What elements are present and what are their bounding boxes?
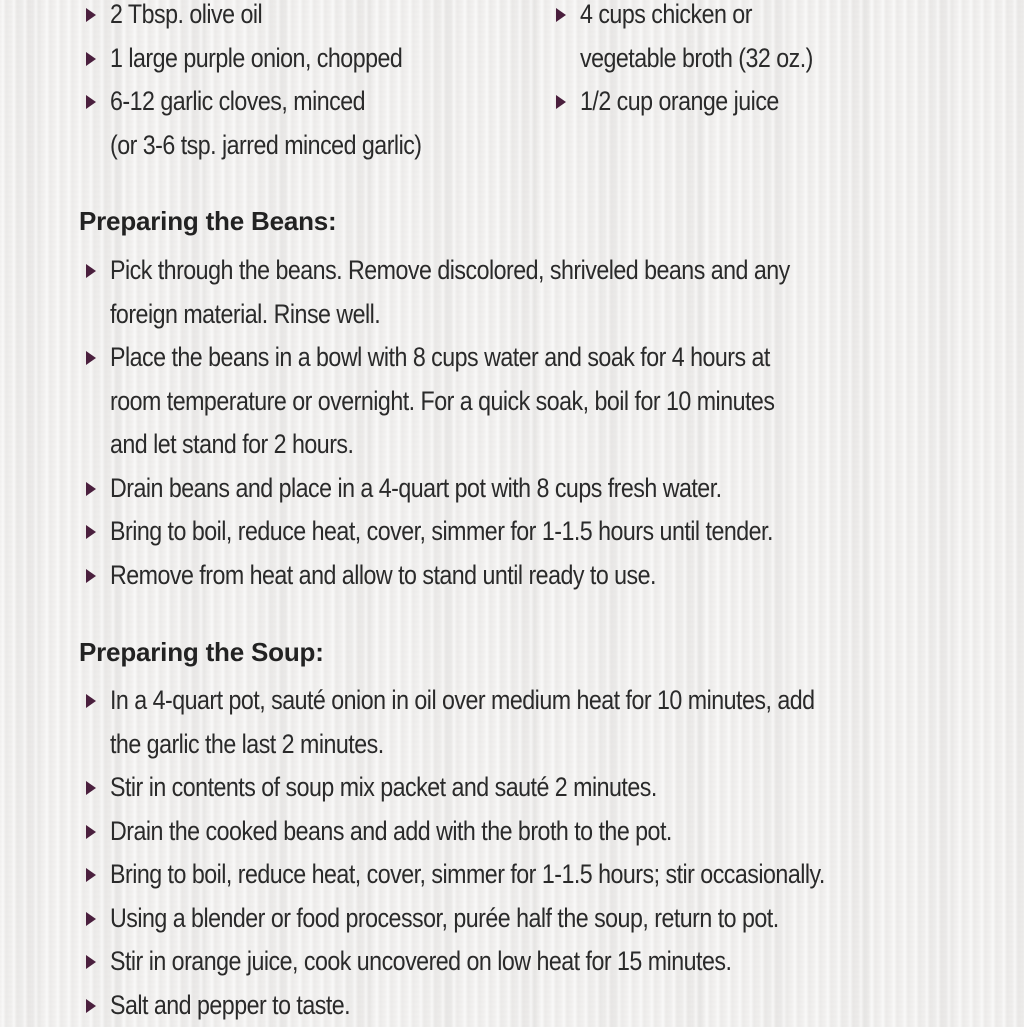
bullet-arrow-icon <box>86 955 96 969</box>
soup-steps-list <box>84 679 984 1027</box>
ingredient-list-right <box>554 0 994 124</box>
item-line: Bring to boil, reduce heat, cover, simmer for 1-1.5 hours until tender. <box>110 510 862 554</box>
item-line: 4 cups chicken or <box>580 0 936 37</box>
list-item <box>84 0 524 37</box>
bullet-arrow-icon <box>86 569 96 583</box>
list-item <box>84 249 984 336</box>
item-line: Using a blender or food processor, purée half the soup, return to pot. <box>110 897 862 941</box>
item-line: In a 4-quart pot, sauté onion in oil over medium heat for 10 minutes, add <box>110 679 862 723</box>
item-line: Remove from heat and allow to stand until ready to use. <box>110 554 862 598</box>
list-item <box>84 940 984 984</box>
item-line: vegetable broth (32 oz.) <box>580 37 936 81</box>
bullet-arrow-icon <box>556 8 566 22</box>
list-item <box>84 554 984 598</box>
bullet-arrow-icon <box>556 95 566 109</box>
bullet-arrow-icon <box>86 781 96 795</box>
item-line: Salt and pepper to taste. <box>110 984 862 1027</box>
item-line: Stir in contents of soup mix packet and sauté 2 minutes. <box>110 766 862 810</box>
list-item <box>84 510 984 554</box>
bullet-arrow-icon <box>86 999 96 1013</box>
item-line: 6-12 garlic cloves, minced <box>110 80 466 124</box>
beans-steps-list <box>84 249 984 597</box>
item-line: Drain the cooked beans and add with the broth to the pot. <box>110 810 862 854</box>
bullet-arrow-icon <box>86 912 96 926</box>
list-item <box>554 0 994 80</box>
bullet-arrow-icon <box>86 95 96 109</box>
bullet-arrow-icon <box>86 825 96 839</box>
item-line: room temperature or overnight. For a quick soak, boil for 10 minutes <box>110 380 862 424</box>
list-item <box>554 80 994 124</box>
list-item <box>84 80 524 167</box>
list-item <box>84 766 984 810</box>
ingredient-list-left <box>84 0 524 167</box>
bullet-arrow-icon <box>86 52 96 66</box>
list-item <box>84 810 984 854</box>
soup-section-title: Preparing the Soup: <box>79 635 324 669</box>
list-item <box>84 679 984 766</box>
item-line: Stir in orange juice, cook uncovered on low heat for 15 minutes. <box>110 940 862 984</box>
list-item <box>84 336 984 467</box>
item-line: (or 3-6 tsp. jarred minced garlic) <box>110 124 466 168</box>
list-item <box>84 37 524 81</box>
bullet-arrow-icon <box>86 264 96 278</box>
item-line: 1/2 cup orange juice <box>580 80 936 124</box>
list-item <box>84 984 984 1027</box>
item-line: foreign material. Rinse well. <box>110 293 862 337</box>
bullet-arrow-icon <box>86 868 96 882</box>
beans-section-title: Preparing the Beans: <box>79 204 337 238</box>
bullet-arrow-icon <box>86 525 96 539</box>
item-line: Drain beans and place in a 4-quart pot with 8 cups fresh water. <box>110 467 862 511</box>
item-line: 1 large purple onion, chopped <box>110 37 466 81</box>
bullet-arrow-icon <box>86 694 96 708</box>
list-item <box>84 467 984 511</box>
item-line: and let stand for 2 hours. <box>110 423 862 467</box>
item-line: 2 Tbsp. olive oil <box>110 0 466 37</box>
bullet-arrow-icon <box>86 482 96 496</box>
item-line: Place the beans in a bowl with 8 cups water and soak for 4 hours at <box>110 336 862 380</box>
list-item <box>84 897 984 941</box>
bullet-arrow-icon <box>86 8 96 22</box>
bullet-arrow-icon <box>86 351 96 365</box>
item-line: Bring to boil, reduce heat, cover, simmer for 1-1.5 hours; stir occasionally. <box>110 853 862 897</box>
list-item <box>84 853 984 897</box>
item-line: the garlic the last 2 minutes. <box>110 723 862 767</box>
item-line: Pick through the beans. Remove discolored, shriveled beans and any <box>110 249 862 293</box>
